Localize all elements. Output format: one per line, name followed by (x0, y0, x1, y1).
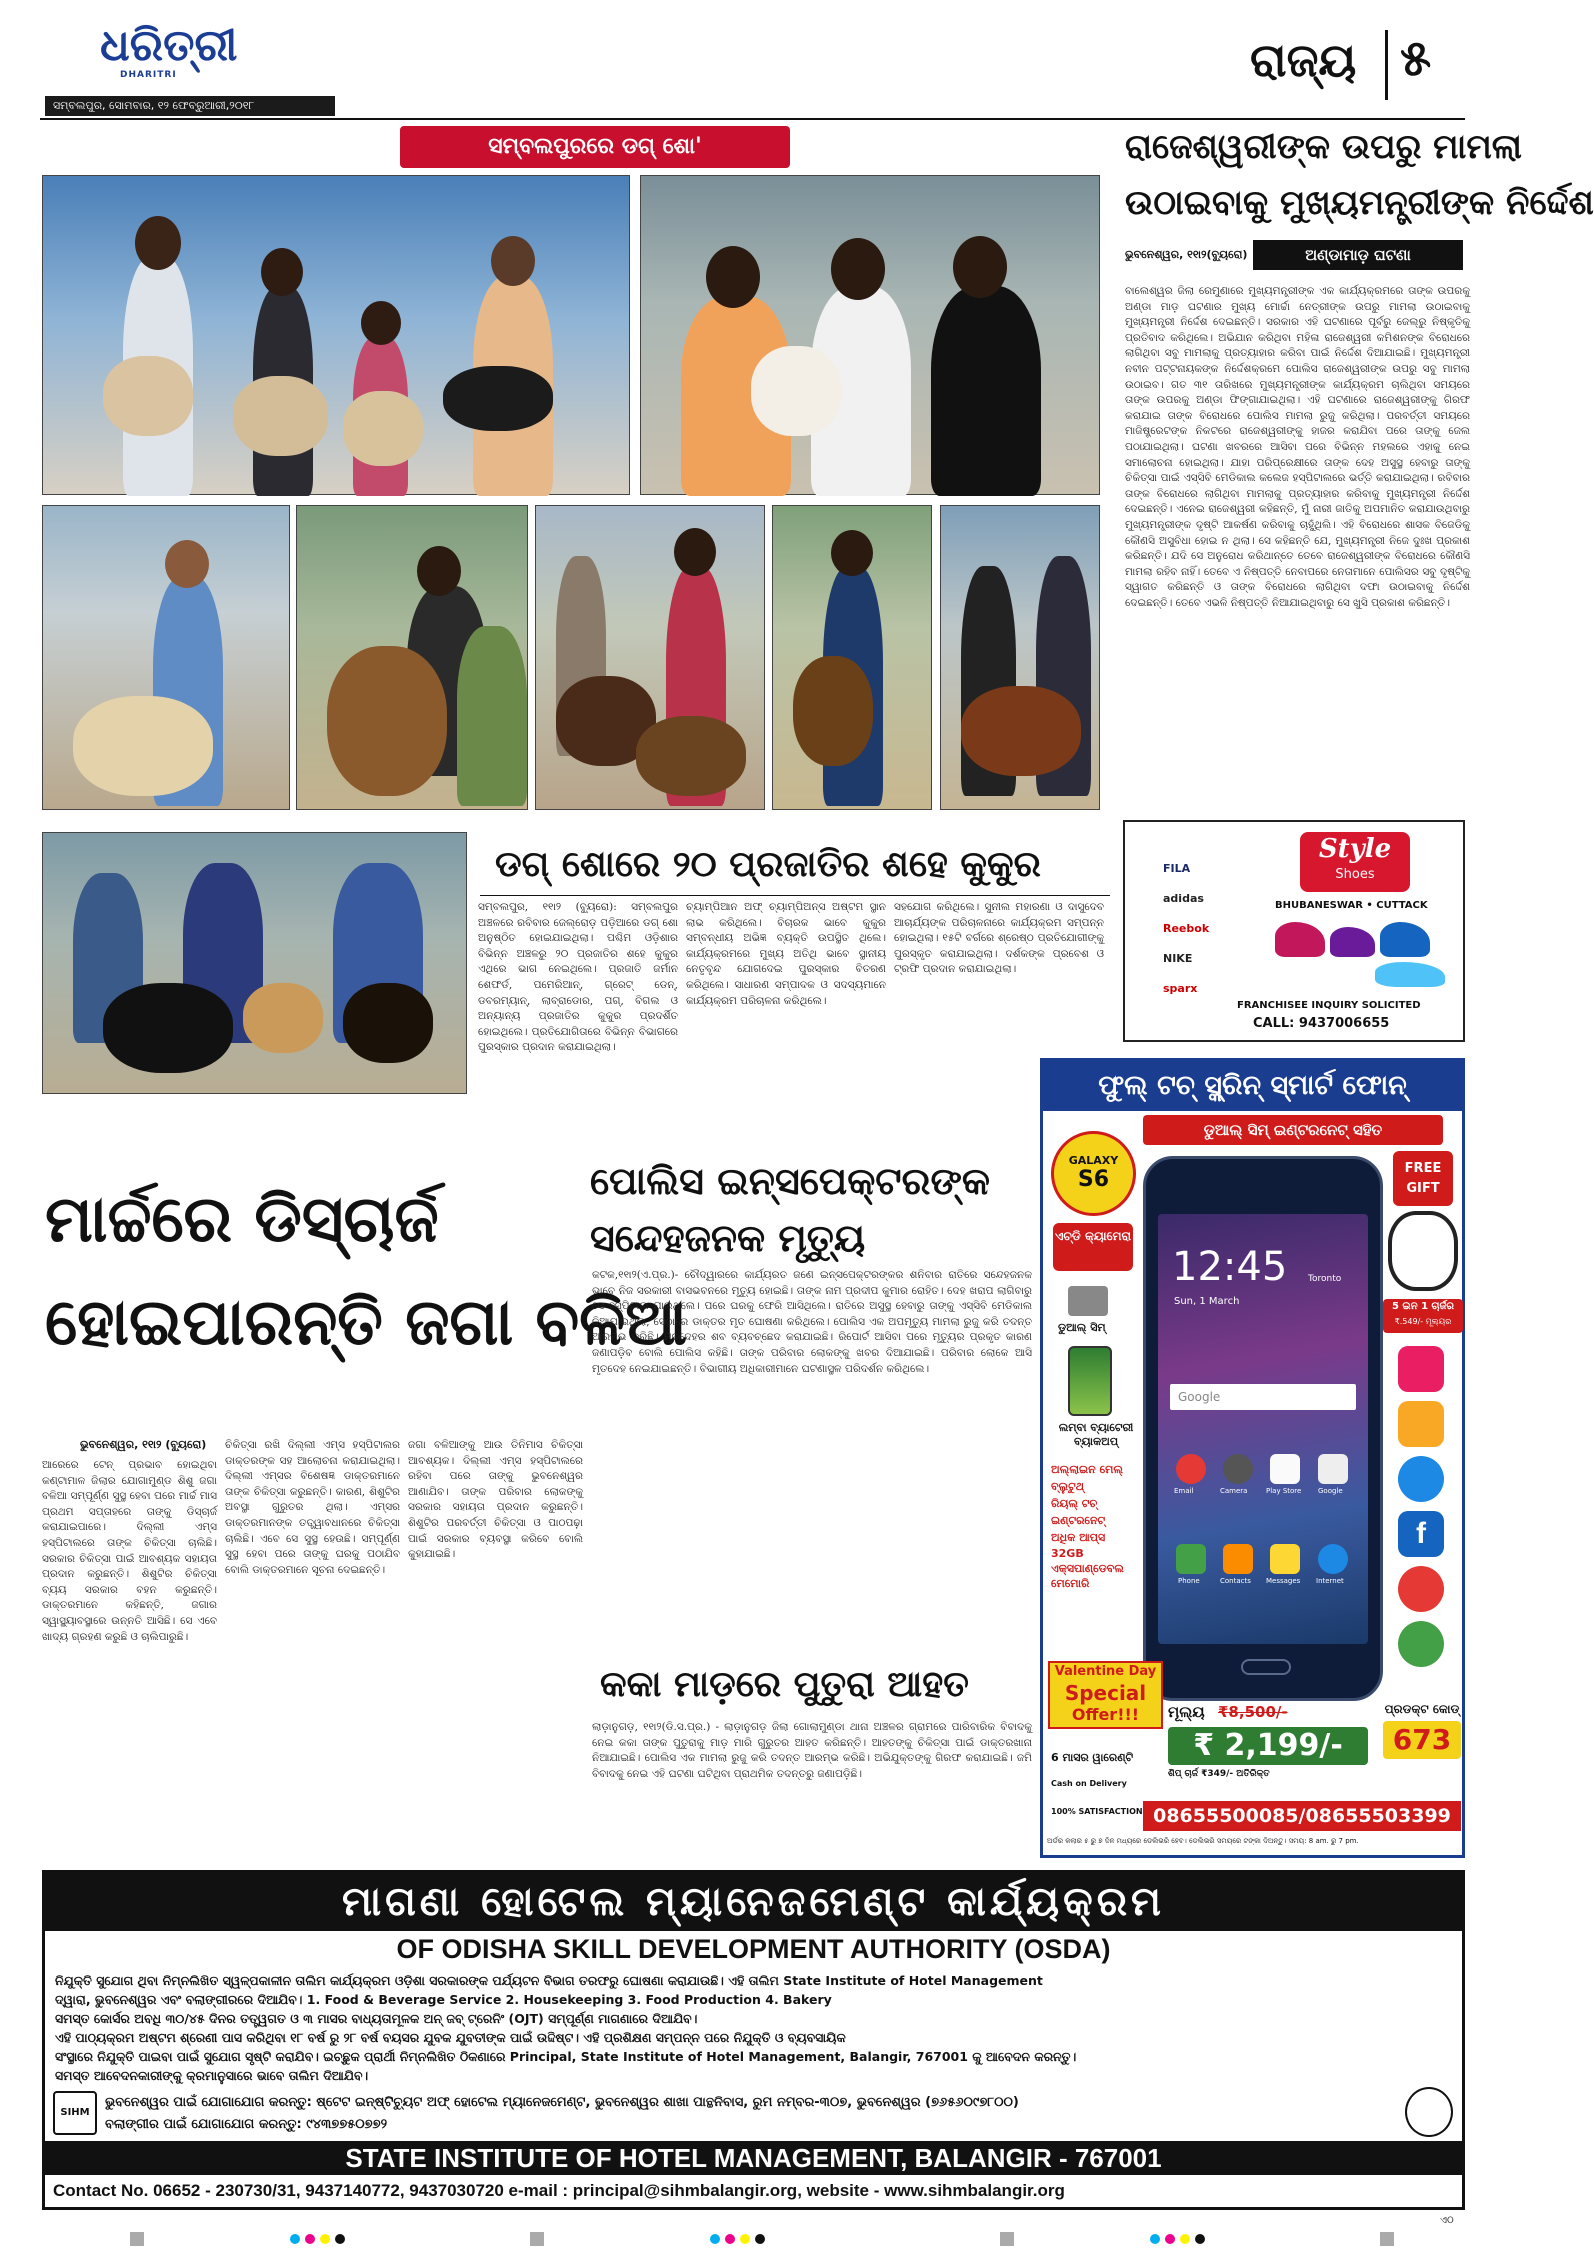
german-shepherd-dog (327, 646, 447, 796)
phone-screen (1158, 1214, 1368, 1644)
style-cities: BHUBANESWAR • CUTTACK (1275, 900, 1428, 911)
person-head (831, 530, 873, 576)
person-head (831, 238, 885, 300)
pug-dog (343, 391, 423, 466)
person-head (417, 546, 461, 596)
black-labrador-dog (103, 983, 233, 1073)
osda-ad (42, 1870, 1465, 2210)
style-logo-text: Style (1318, 834, 1392, 864)
osda-contact[interactable]: Contact No. 06652 - 230730/31, 9437140772, 9437030720 e-mail : principal@sihmbalangir.org, website - www.sihmbalangir.org (53, 2181, 1065, 2200)
dogshow-col3: ସହଯୋଗ କରିଥିଲେ। ସୁନୀଲ ମହାରଣା ଓ ଦାସୁଦେବ ଆଚାର୍ଯ୍ୟଙ୍କ ପରିଚାଳନାରେ କାର୍ଯ୍ୟକ୍ରମ ସମ୍ପନ୍ନ ହୋଇଥିଲା। ୧୫ଟି ବର୍ଗରେ ଶ୍ରେଷ୍ଠ ପ୍ରତିଯୋଗୀଙ୍କୁ ପୁରସ୍କୃତ କରାଯାଇଥିଲା। ଦର୍ଶକଙ୍କ ପ୍ରବେଶ ଓ ଟ୍ରଫି ପ୍ରଦାନ କରାଯାଇଥିଲା। (894, 901, 1104, 976)
rajeshwari-headline-line1: ରାଜେଶ୍ୱରୀଙ୍କ ଉପରୁ ମାମଲା (1125, 127, 1522, 167)
phone-image (1143, 1156, 1383, 1701)
messages-icon[interactable] (1270, 1544, 1300, 1574)
photo-girls-selfie-with-dog (640, 175, 1100, 495)
osda-line: ସମସ୍ତ ଆବେଦନକାରୀଙ୍କୁ କ୍ରମାନୁସାରେ ଭାବେ ତାଲିମ ଦିଆଯିବ। (55, 2068, 369, 2083)
reg-mark (305, 2234, 315, 2244)
german-shepherd-dog (793, 656, 873, 766)
pug-dog (103, 356, 193, 436)
masthead (0, 0, 1500, 120)
galaxy-model: S6 (1077, 1167, 1110, 1192)
reg-mark (530, 2232, 544, 2246)
osda-line: ନିଯୁକ୍ତି ସୁଯୋଗ ଥିବା ନିମ୍ନଲିଖିତ ସ୍ୱଳ୍ପକାଳୀନ ତାଲିମ କାର୍ଯ୍ୟକ୍ରମ ଓଡ଼ିଶା ସରକାରଙ୍କ ପର୍ଯ୍ୟଟନ ବିଭାଗ ତରଫରୁ ଘୋଷଣା କରାଯାଉଛି। ଏହି ତାଲିମ State Institute of Hotel Management (55, 1973, 1043, 1988)
jagabalia-dateline: ଭୁବନେଶ୍ୱର, ୧୧ା୨ (ବ୍ୟୁରୋ) (80, 1438, 207, 1451)
person-head (261, 248, 303, 296)
jagabalia-headline-line1: ମାର୍ଚ୍ଚରେ ଡିସ୍‌ଚାର୍ଜ (45, 1183, 439, 1257)
style-call[interactable]: CALL: 9437006655 (1253, 1016, 1390, 1031)
google-search-bar[interactable] (1170, 1384, 1356, 1410)
google-label: Google (1178, 1390, 1221, 1404)
person-head (135, 216, 181, 270)
person-figure (457, 626, 527, 806)
registration-marks (0, 2230, 1500, 2250)
beagle-dog (243, 983, 323, 1053)
feature-item: ବ୍ଲୁଟୁଥ୍ (1051, 1480, 1084, 1493)
police-headline-line1: ପୋଲିସ ଇନ୍ସପେକ୍ଟରଙ୍କ (590, 1159, 990, 1203)
memory-item: 32GB ଏକ୍ସପାଣ୍ଡେବଲ ମେମୋରି (1051, 1547, 1124, 1590)
doberman-dog (961, 686, 1081, 776)
kaka-body: ଲାଡ଼ାନୁଗଡ଼, ୧୧ା୨(ଡି.ସ.ପ୍ର.) - ଲାଡ଼ାନୁଗଡ଼ ଜିଲା ଗୋଲାମୁଣ୍ଡା ଥାନା ଅଞ୍ଚଳର ଗ୍ରାମରେ ପାରିବାରିକ ବିବାଦକୁ ନେଇ କକା ତାଙ୍କ ପୁତୁରାକୁ ମାଡ଼ ମାରି ଗୁରୁତର ଆହତ କରିଛନ୍ତି। ଆହତଙ୍କୁ ଚିକିତ୍ସା ପାଇଁ ଡାକ୍ତରଖାନା ନିଆଯାଇଛି। ପୋଲିସ ଏକ ମାମଲା ରୁଜୁ କରି ତଦନ୍ତ ଆରମ୍ଭ କରିଛି। ଅଭିଯୁକ୍ତଙ୍କୁ ଗିରଫ କରାଯାଇଛି। ଜମି ବିବାଦକୁ ନେଇ ଏହି ଘଟଣା ଘଟିଥିବା ପ୍ରାଥମିକ ତଦନ୍ତରୁ ଜଣାପଡ଼ିଛି। (592, 1721, 1032, 1780)
jagabalia-headline-line2: ହୋଇପାରନ୍ତି ଜଗା ବଳିଆ (45, 1286, 688, 1360)
logo (100, 20, 330, 80)
police-headline-line2: ସନ୍ଦେହଜନକ ମୃତ୍ୟୁ (590, 1216, 866, 1260)
black-dog (443, 366, 553, 431)
valentine-label: Valentine Day (1054, 1664, 1157, 1679)
dual-sim-label: ଡୁଆଲ୍ ସିମ୍ (1058, 1321, 1106, 1334)
reg-mark (1000, 2232, 1014, 2246)
brand-reebok-logo: Reebok (1163, 922, 1210, 935)
photo-youths-with-doberman (940, 505, 1100, 810)
product-code: 673 (1383, 1721, 1461, 1759)
dogshow-col2: ଚ୍ୟାମ୍ପିଆନ ଅଫ୍ ଚ୍ୟାମ୍ପିଅନ୍ସ ଅଷ୍ଟମ ସ୍ଥାନ ଲାଭ କରିଥିଲେ। ବିଚାରକ ଭାବେ କୁକୁର ସମ୍ବନ୍ଧୀୟ ଅଭିଜ୍ଞ ବ୍ୟକ୍ତି ଉପସ୍ଥିତ ଥିଲେ। କାର୍ଯ୍ୟକ୍ରମରେ ମୁଖ୍ୟ ଅତିଥି ଭାବେ ସ୍ଥାନୀୟ ନେତୃବୃନ୍ଦ ଯୋଗଦେଇ ପୁରସ୍କାର ବିତରଣ କରିଥିଲେ। ସାଧାରଣ ସମ୍ପାଦକ ଓ ସଦସ୍ୟମାନେ କାର୍ଯ୍ୟକ୍ରମ ପରିଚାଳନା କରିଥିଲେ। (686, 901, 886, 1007)
page-number: ୫ (1400, 29, 1432, 87)
jagabalia-col2: ଚିକିତ୍ସା ରଖି ଦିଲ୍ଲୀ ଏମ୍ସ ହସ୍ପିଟାଲର ଡାକ୍ତରଙ୍କ ସହ ଆଲୋଚନା କରାଯାଇଥିଲା। ଦିଲ୍ଲୀ ଏମ୍ସର ବିଶେଷଜ୍ଞ ଡାକ୍ତରମାନେ ତାଙ୍କ ଚିକିତ୍ସା କରୁଛନ୍ତି। କାରଣ, ଶିଶୁଟିର ଅବସ୍ଥା ଗୁରୁତର ଥିଲା। ଏମ୍ସର ଡାକ୍ତରମାନଙ୍କ ତତ୍ତ୍ୱାବଧାନରେ ଚିକିତ୍ସା ଚାଲିଛି। ଏବେ ସେ ସୁସ୍ଥ ହେଉଛି। ସମ୍ପୂର୍ଣ୍ଣ ସୁସ୍ଥ ହେବା ପରେ ତାଙ୍କୁ ଘରକୁ ପଠାଯିବ ବୋଲି ଡାକ୍ତରମାନେ ସୂଚନା ଦେଇଛନ୍ତି। (225, 1439, 400, 1576)
new-price: ₹ 2,199/- (1168, 1727, 1368, 1765)
odisha-emblem-icon (1405, 2087, 1453, 2137)
clock-time: 12:45 (1172, 1244, 1288, 1290)
photo-woman-with-shepherd (772, 505, 932, 810)
dogshow-col1: ସମ୍ବଲପୁର, ୧୧ା୨ (ବ୍ୟୁରୋ): ସମ୍ବଲପୁର ଅଞ୍ଚଳରେ ରବିବାର ଜେଲ୍‌ରୋଡ଼ ପଡ଼ିଆରେ ଡଗ୍ ଶୋ ଅନୁଷ୍ଠିତ ହୋଇଯାଇଥିଲା। ପଶ୍ଚିମ ଓଡ଼ିଶାର ବିଭିନ୍ନ ଅଞ୍ଚଳରୁ ୨୦ ପ୍ରଜାତିର ଶହେ କୁକୁର ଏଥିରେ ଭାଗ ନେଇଥିଲେ। ପ୍ରଜାତି ଜର୍ମାନ ଶେଫର୍ଡ, ପମେରିଆନ୍, ଗ୍ରେଟ୍ ଡେନ୍, ଡବରମ୍ୟାନ୍, ଲାବ୍ରାଡୋର, ପଗ୍, ବିଗଲ ଓ ଅନ୍ୟାନ୍ୟ ପ୍ରଜାତିର କୁକୁର ପ୍ରଦର୍ଶିତ ହୋଇଥିଲେ। ପ୍ରତିଯୋଗିତାରେ ବିଭିନ୍ନ ବିଭାଗରେ ପୁରସ୍କାର ପ୍ରଦାନ କରାଯାଇଥିଲା। (478, 901, 678, 1054)
whatsapp-icon (1398, 1621, 1444, 1667)
page-code: ଏଠ (1440, 2215, 1454, 2226)
feature-item: ଇଣ୍ଟରନେଟ୍ (1051, 1514, 1106, 1527)
camera-app-icon[interactable] (1223, 1454, 1253, 1484)
wifi-icon (1398, 1566, 1444, 1612)
candy-crush-icon (1398, 1346, 1444, 1392)
shipping-note: ଶିପ୍ ଚାର୍ଜ ₹349/- ଅତିରିକ୍ତ (1168, 1769, 1270, 1779)
reg-mark (710, 2234, 720, 2244)
facebook-icon: f (1398, 1511, 1444, 1557)
sihm-logo-text: SIHM (60, 2107, 90, 2118)
photo-doberman-shepherd (535, 505, 765, 810)
app-label: Contacts (1220, 1577, 1251, 1585)
feature-item: ଅଲ୍ଲାଇନ ମେଲ୍ (1051, 1463, 1123, 1476)
osda-institute: STATE INSTITUTE OF HOTEL MANAGEMENT, BALANGIR - 767001 (45, 2141, 1462, 2175)
valentine-offer-box (1048, 1661, 1163, 1729)
kaka-headline: କକା ମାଡ଼ରେ ପୁତୁରା ଆହତ (600, 1664, 969, 1705)
rajeshwari-dateline: ଭୁବନେଶ୍ୱର, ୧୧ା୨(ବ୍ୟୁରୋ) (1125, 248, 1248, 261)
photo-men-with-dogs-on-chairs (42, 832, 467, 1094)
person-figure (931, 286, 1041, 496)
brand-fila-logo: FILA (1163, 862, 1191, 875)
smartphone-ad[interactable] (1040, 1058, 1465, 1858)
osda-line: ସମସ୍ତ କୋର୍ସର ଅବଧି ୩୦/୪୫ ଦିନର ତତ୍ତ୍ୱଗତ ଓ ୩ ମାସର ବାଧ୍ୟତାମୂଳକ ଅନ୍ ଜବ୍ ଟ୍ରେନିଂ (OJT) ସମ୍ପୂର୍ଣ୍ଣ ମାଗଣାରେ ଦିଆଯିବ। (55, 2011, 698, 2026)
app-label: Phone (1178, 1577, 1200, 1585)
feature-item: ଅଧିକ ଆପ୍ସ (1051, 1531, 1106, 1544)
reg-mark (1195, 2234, 1205, 2244)
phone-home-button (1241, 1659, 1291, 1675)
sihm-logo (53, 2091, 97, 2135)
reg-mark (130, 2232, 144, 2246)
app-label: Play Store (1266, 1487, 1302, 1495)
special-label: Special (1064, 1681, 1147, 1705)
shoe-image (1275, 922, 1325, 957)
rottweiler-dog (343, 983, 433, 1063)
app-label: Email (1174, 1487, 1194, 1495)
reg-mark (1380, 2232, 1394, 2246)
brand-nike-logo: NIKE (1163, 952, 1193, 965)
charger-title: 5 ଇନ 1 ଚାର୍ଜର (1391, 1301, 1455, 1312)
style-shoes-ad[interactable] (1123, 820, 1465, 1042)
brand-sparx-logo: sparx (1163, 982, 1198, 995)
free-gift-badge (1393, 1151, 1453, 1206)
battery-icon (1068, 1346, 1112, 1416)
rajeshwari-body: ବାଲେଶ୍ୱର ଜିଲା ରେମୁଣାରେ ମୁଖ୍ୟମନ୍ତ୍ରୀଙ୍କ ଏକ କାର୍ଯ୍ୟକ୍ରମରେ ତାଙ୍କ ଉପରକୁ ଅଣ୍ଡା ମାଡ଼ ଘଟଣାର ମୁଖ୍ୟ ମୋର୍ଚ୍ଚା ନେତ୍ରୀଙ୍କ ଉପରୁ ମାମଲା ଉଠାଇବାକୁ ମୁଖ୍ୟମନ୍ତ୍ରୀ ନିର୍ଦ୍ଦେଶ ଦେଇଛନ୍ତି। ସରକାର ଏହି ଘଟଣାରେ ପୂର୍ବରୁ ଜେଲ୍‌ରୁ ନିଷ୍କୃତିକୁ ପ୍ରତିବାଦ କରିଥିଲେ। ଅଭିଯାନ କରିଥିବା ମହିଳା ରାଜେଶ୍ୱରୀ କମିଶନଙ୍କ ବିରୋଧରେ ଲାଗିଥିବା ସବୁ ମାମଲାକୁ ପ୍ରତ୍ୟାହାର କରିବା ପାଇଁ ନିର୍ଦ୍ଦେଶ ଦିଆଯାଇଛି। ମୁଖ୍ୟମନ୍ତ୍ରୀ ନବୀନ ପଟ୍ଟନାୟକଙ୍କ ନିର୍ଦ୍ଦେଶକ୍ରମେ ପୋଲିସ ରାଜେଶ୍ୱରୀଙ୍କ ଉପରୁ ସବୁ ମାମଲା ଉଠାଇବ। ଗତ ୩୧ ତାରିଖରେ ମୁଖ୍ୟମନ୍ତ୍ରୀଙ୍କ କାର୍ଯ୍ୟକ୍ରମ ଚାଲିଥିବା ସମୟରେ ତାଙ୍କ ଉପରକୁ ଅଣ୍ଡା ଫିଙ୍ଗାଯାଇଥିଲା। ଏହି ଘଟଣାରେ ରାଜେଶ୍ୱରୀଙ୍କୁ ଗିରଫ କରାଯାଇ ତାଙ୍କ ବିରୋଧରେ ପୋଲିସ ମାମଲା ରୁଜୁ କରିଥିଲା। ପରବର୍ତ୍ତୀ ସମୟରେ ମାଜିଷ୍ଟ୍ରେଟଙ୍କ ନିକଟରେ ରାଜେଶ୍ୱରୀଙ୍କୁ ହାଜର କରାଯିବା ପରେ ତାଙ୍କୁ ଜେଲ ପଠାଯାଇଥିଲା। ଘଟଣା ଖବରରେ ଆସିବା ପରେ ବିଭିନ୍ନ ମହଲରେ ଏହାକୁ ନେଇ ସମାଲୋଚନା ହୋଇଥିଲା। ଯାହା ପରିପ୍ରେକ୍ଷୀରେ ତାଙ୍କ ଦେହ ଅସୁସ୍ଥ ହେବାରୁ ତାଙ୍କୁ ଚିକିତ୍ସା ପାଇଁ ଏସ୍‌ସିବି ମେଡିକାଲ କଲେଜ ହସ୍ପିଟାଲରେ ଭର୍ତ୍ତି କରାଯାଇଥିଲା। ରବିବାର ତାଙ୍କ ବିରୋଧରେ ଲାଗିଥିବା ମାମଲାକୁ ପ୍ରତ୍ୟାହାର କରିବାକୁ ମୁଖ୍ୟମନ୍ତ୍ରୀ ନିର୍ଦ୍ଦେଶ ଦେଇଛନ୍ତି। ଏନେଇ ରାଜେଶ୍ୱରୀ କହିଛନ୍ତି, ମୁଁ ନାରୀ ଜାତିକୁ ଅପମାନିତ କରାଯାଉଥିବାରୁ ମୁଖ୍ୟମନ୍ତ୍ରୀଙ୍କ ଦୃଷ୍ଟି ଆକର୍ଷଣ କରିବାକୁ ଚାହୁଁଥିଲି। ଏହି ବିରୋଧରେ ଶାସକ ବିଜେଡିକୁ କୌଣସି ଅସୁବିଧା ହୋଇ ନ ଥିଲା। ସେ କହିଛନ୍ତି ଯେ, ମୁଖ୍ୟମନ୍ତ୍ରୀ ନିଜେ ଦୁଃଖ ପ୍ରକାଶ କରିଛନ୍ତି। ଯଦି ସେ ଅନୁରୋଧ କରିଥାନ୍ତେ ତେବେ ରାଜେଶ୍ୱରୀଙ୍କ ବିରୋଧରେ କୌଣସି ମାମଲା ରହିବ ନାହିଁ। ତେବେ ଏ ନିଷ୍ପତ୍ତି ନେବାପରେ ନେତାମାନେ ପୋଲିସର ସବୁ ଦୃଷ୍ଟିକୁ ସ୍ୱାଗତ କରିଛନ୍ତି ଓ ତାଙ୍କ ବିରୋଧରେ ଲାଗିଥିବା ଦଫା ଉଠାଇବାକୁ ନିର୍ଦ୍ଦେଶ ଦେଇଛନ୍ତି। ତେବେ ଏଭଳି ନିଷ୍ପତ୍ତି ନିଆଯାଇଥିବାରୁ ସେ ଖୁସି ପ୍ରକାଶ କରିଛନ୍ତି। (1125, 285, 1470, 609)
galaxy-badge (1051, 1131, 1136, 1216)
camera-badge: ଏଚ୍‌ଡି କ୍ୟାମେରା (1053, 1223, 1133, 1271)
phone-ad-footer: ଅର୍ଡର କଲାର ୫ ରୁ ୭ ଦିନ ମଧ୍ୟରେ ଡେଲିଭରି ହେବ। ଡେଲିଭରି ସମୟରେ ଟଙ୍କା ଦିଅନ୍ତୁ। ସମୟ: 8 am. ରୁ 7 pm. (1047, 1837, 1359, 1845)
rajeshwari-headline-line2: ଉଠାଇବାକୁ ମୁଖ୍ୟମନ୍ତ୍ରୀଙ୍କ ନିର୍ଦ୍ଦେଶ (1125, 183, 1594, 223)
reg-mark (1180, 2234, 1190, 2244)
galaxy-label: GALAXY (1068, 1154, 1119, 1167)
feature-list (1051, 1461, 1146, 1591)
dogshow-rule (480, 895, 1110, 896)
style-franchise: FRANCHISEE INQUIRY SOLICITED (1237, 1000, 1421, 1011)
reg-mark (755, 2234, 765, 2244)
osda-body (55, 1971, 1455, 2085)
battery-label: ଲମ୍ବା ବ୍ୟାଟେରୀ ବ୍ୟାକଅପ୍ (1058, 1421, 1134, 1448)
dogshow-banner (400, 126, 790, 168)
app-label: Google (1318, 1487, 1343, 1495)
reg-mark (1165, 2234, 1175, 2244)
play-store-icon[interactable] (1270, 1454, 1300, 1484)
free-gift-label: FREE GIFT (1404, 1161, 1442, 1196)
charger-label (1383, 1299, 1463, 1333)
warranty-label: 6 ମାସର ୱାରେଣ୍ଟି (1051, 1751, 1134, 1764)
rajeshwari-tag (1253, 240, 1463, 270)
osda-title-odia: ମାଗଣା ହୋଟେଲ ମ୍ୟାନେଜମେଣ୍ଟ କାର୍ଯ୍ୟକ୍ରମ (45, 1873, 1462, 1931)
osda-line: ସଂସ୍ଥାରେ ନିଯୁକ୍ତି ପାଇବା ପାଇଁ ସୁଯୋଗ ସୃଷ୍ଟି କରାଯିବ। ଇଚ୍ଛୁକ ପ୍ରାର୍ଥୀ ନିମ୍ନଲିଖିତ ଠିକଣାରେ Principal, State Institute of Hotel Management, Balangir, 767001 କୁ ଆବେଦନ କରନ୍ତୁ। (55, 2049, 1077, 2064)
internet-icon[interactable] (1318, 1544, 1348, 1574)
app-label: Camera (1220, 1487, 1248, 1495)
rajeshwari-tag-text: ଅଣ୍ଡାମାଡ଼ ଘଟଣା (1305, 246, 1411, 264)
style-logo (1300, 832, 1410, 892)
person-head (361, 301, 401, 345)
photo-man-with-labrador (42, 505, 290, 810)
clock-city: Toronto (1308, 1274, 1342, 1284)
dogshow-banner-text: ସମ୍ବଲପୁରରେ ଡଗ୍ ଶୋ' (488, 134, 702, 159)
app-grid (1168, 1454, 1358, 1614)
phone-ad-headline: ଫୁଲ୍ ଟଚ୍ ସ୍କ୍ରିନ୍ ସ୍ମାର୍ଟ ଫୋନ୍ (1043, 1061, 1462, 1111)
temple-run-icon (1398, 1401, 1444, 1447)
police-body: କଟକ,୧୧ା୨(ଏ.ପ୍ର.)- ଚୌଦ୍ୱାରରେ କାର୍ଯ୍ୟରତ ଜଣେ ଇନ୍ସପେକ୍ଟରଙ୍କର ଶନିବାର ରାତିରେ ସନ୍ଦେହଜନକ ଭାବେ ନିଜ ସରକାରୀ ବାସଭବନରେ ମୃତ୍ୟୁ ହୋଇଛି। ତାଙ୍କ ନାମ ପ୍ରଦୀପ କୁମାର ରୋହିତ। ଦେହ ଖରାପ ଲାଗିବାରୁ ସେ ହସ୍ପିଟାଲ ଯାଇଥିଲେ। ପରେ ଘରକୁ ଫେରି ଆସିଥିଲେ। ରାତିରେ ଅସୁସ୍ଥ ହେବାରୁ ତାଙ୍କୁ ଏସ୍‌ସିବି ମେଡିକାଲ ନିଆଯାଇଥିଲା, ସେଠାରେ ଡାକ୍ତର ମୃତ ଘୋଷଣା କରିଥିଲେ। ପୋଲିସ ଏକ ଅପମୃତ୍ୟୁ ମାମଲା ରୁଜୁ କରି ତଦନ୍ତ ଆରମ୍ଭ କରିଛି। ମୃତଦେହର ଶବ ବ୍ୟବଚ୍ଛେଦ କରାଯାଇଛି। ରିପୋର୍ଟ ଆସିବା ପରେ ମୃତ୍ୟୁର ପ୍ରକୃତ କାରଣ ଜଣାପଡ଼ିବ ବୋଲି ପୋଲିସ କହିଛି। ତାଙ୍କ ପରିବାର ଲୋକଙ୍କୁ ଖବର ଦିଆଯାଇଛି। ପରିବାର ଲୋକେ ଆସି ମୃତଦେହ ନେଇଯାଇଛନ୍ତି। ବିଭାଗୀୟ ଅଧିକାରୀମାନେ ଘଟଣାସ୍ଥଳ ପରିଦର୍ଶନ କରିଥିଲେ। (592, 1269, 1032, 1375)
app-label: Internet (1316, 1577, 1344, 1585)
google-app-icon[interactable] (1318, 1454, 1348, 1484)
masthead-underline (40, 118, 1465, 120)
reg-mark (1150, 2234, 1160, 2244)
phone-ad-subhead: ଡୁଆଲ୍ ସିମ୍ ଇଣ୍ଟରନେଟ୍ ସହିତ (1143, 1115, 1443, 1145)
labrador-dog (73, 696, 213, 796)
jagabalia-col1: ଆରେରେ ଟେନ୍ ପ୍ରଭାବ ହୋଇଥିବା କଣ୍ଟାମାଳ ଜିଲାର ଯୋଗାମୁଣ୍ଡ ଶିଶୁ ଜଗା ବଳିଆ ସମ୍ପୂର୍ଣ୍ଣ ସୁସ୍ଥ ହେବା ପରେ ମାର୍ଚ୍ଚ ମାସ ପ୍ରଥମ ସପ୍ତାହରେ ତାଙ୍କୁ ଡିସ୍‌ଚାର୍ଜ କରାଯାଇପାରେ। ଦିଲ୍ଲୀ ଏମ୍ସ ହସ୍ପିଟାଲରେ ତାଙ୍କ ଚିକିତ୍ସା ଚାଲିଛି। ସରକାର ଚିକିତ୍ସା ପାଇଁ ଆବଶ୍ୟକ ସହାୟତା ପ୍ରଦାନ କରୁଛନ୍ତି। ଶିଶୁଟିର ଚିକିତ୍ସା ବ୍ୟୟ ସରକାର ବହନ କରୁଛନ୍ତି। ଡାକ୍ତରମାନେ କହିଛନ୍ତି, ଜଗାର ସ୍ୱାସ୍ଥ୍ୟାବସ୍ଥାରେ ଉନ୍ନତି ଆସିଛି। ସେ ଏବେ ଖାଦ୍ୟ ଗ୍ରହଣ କରୁଛି ଓ ଚାଲିପାରୁଛି। (42, 1459, 217, 1643)
osda-bgr-contact: ବଲାଙ୍ଗୀର ପାଇଁ ଯୋଗାଯୋଗ କରନ୍ତୁ: ୯୪୩୭୭୫୦୭୭୨ (105, 2117, 388, 2132)
sneaker-image (1375, 962, 1445, 987)
style-logo-sub: Shoes (1335, 867, 1375, 882)
shoe-image (1380, 922, 1430, 957)
photo-girls-with-pugs (42, 175, 630, 495)
osda-line: ଦ୍ୱାରା, ଭୁବନେଶ୍ୱର ଏବଂ ବଲାଙ୍ଗୀରରେ ଦିଆଯିବ। 1. Food & Beverage Service 2. Housekeeping 3. Food Production 4. Bakery (55, 1992, 832, 2007)
white-dog (751, 346, 841, 436)
pug-dog (233, 376, 328, 456)
charger-price: ₹.549/- ମୂଲ୍ୟର (1394, 1317, 1452, 1326)
masthead-divider (1385, 30, 1388, 100)
app-label: Messages (1266, 1577, 1301, 1585)
dateline: ସମ୍ବଲପୁର, ସୋମବାର, ୧୨ ଫେବ୍ରୁଆରୀ,୨୦୧୮ (53, 99, 255, 112)
osda-bbsr-contact: ଭୁବନେଶ୍ୱର ପାଇଁ ଯୋଗାଯୋଗ କରନ୍ତୁ: ଷ୍ଟେଟ ଇନ୍‌ଷ୍ଟିଚ୍ୟୁଟ ଅଫ୍ ହୋଟେଲ ମ୍ୟାନେଜମେଣ୍ଟ, ଭୁବନେଶ୍ୱର ଶାଖା ପାନ୍ଥନିବାସ, ରୁମ ନମ୍ବର-୩୦୭, ଭୁବନେଶ୍ୱର (୭୬୫୬୦୯୭୮୦୦) (105, 2095, 1019, 2110)
reg-mark (320, 2234, 330, 2244)
dogshow-headline: ଡଗ୍ ଶୋରେ ୨୦ ପ୍ରଜାତିର ଶହେ କୁକୁର (495, 844, 1041, 885)
person-head (674, 528, 716, 576)
photo-boys-with-german-shepherd (296, 505, 528, 810)
sim-icon (1068, 1286, 1108, 1316)
old-price: ₹8,500/- (1218, 1703, 1288, 1721)
phone-app-icon[interactable] (1176, 1544, 1206, 1574)
dateline-bar (45, 96, 335, 116)
osda-title-en: OF ODISHA SKILL DEVELOPMENT AUTHORITY (OSDA) (396, 1934, 1111, 1964)
logo-text: ଧରିତ୍ରୀ (100, 20, 238, 71)
reg-mark (740, 2234, 750, 2244)
settings-icon (1398, 1456, 1444, 1502)
product-code-box (1383, 1701, 1461, 1791)
brand-adidas-logo: adidas (1163, 892, 1204, 905)
price-box (1168, 1701, 1378, 1796)
reg-mark (725, 2234, 735, 2244)
shoe-image (1330, 927, 1375, 957)
osda-line: ଏହି ପାଠ୍ୟକ୍ରମ ଅଷ୍ଟମ ଶ୍ରେଣୀ ପାସ କରିଥିବା ୧୮ ବର୍ଷ ରୁ ୨୮ ବର୍ଷ ବୟସର ଯୁବକ ଯୁବତୀଙ୍କ ପାଇଁ ଉଦ୍ଦିଷ୍ଟ। ଏହି ପ୍ରଶିକ୍ଷଣ ସମ୍ପନ୍ନ ପରେ ନିଯୁକ୍ତି ଓ ବ୍ୟବସାୟିକ (55, 2030, 846, 2045)
person-head (953, 236, 1007, 298)
jagabalia-col3: ଜଗା ବଳିଆଙ୍କୁ ଆଉ ତିନିମାସ ଚିକିତ୍ସା ଆବଶ୍ୟକ। ଦିଲ୍ଲୀ ଏମ୍ସ ହସ୍ପିଟାଲରେ ରହିବା ପରେ ତାଙ୍କୁ ଭୁବନେଶ୍ୱର ଆଣାଯିବ। ତାଙ୍କ ପରିବାର ଲୋକଙ୍କୁ ସରକାର ସହାୟତା ପ୍ରଦାନ କରୁଛନ୍ତି। ଶିଶୁଟିର ପରବର୍ତ୍ତୀ ଚିକିତ୍ସା ଓ ପାଠପଢ଼ା ପାଇଁ ସରକାର ବ୍ୟବସ୍ଥା କରିବେ ବୋଲି କୁହାଯାଇଛି। (408, 1439, 583, 1561)
clock-date: Sun, 1 March (1174, 1296, 1240, 1307)
phone-numbers[interactable]: 08655500085/08655503399 (1143, 1801, 1461, 1831)
logo-subtext: DHARITRI (120, 70, 177, 80)
reg-mark (290, 2234, 300, 2244)
satisfaction-label: 100% SATISFACTION (1051, 1807, 1143, 1816)
german-shepherd-dog (636, 716, 746, 796)
reg-mark (335, 2234, 345, 2244)
person-head (706, 246, 760, 308)
offer-label: Offer!!! (1071, 1705, 1140, 1724)
person-head (491, 236, 535, 286)
feature-item: ରିୟଲ୍ ଟଚ୍ (1051, 1497, 1098, 1510)
cod-label: Cash on Delivery (1051, 1779, 1127, 1788)
product-code-label: ପ୍ରଡକ୍ଟ କୋଡ୍ (1384, 1702, 1460, 1716)
email-icon[interactable] (1176, 1454, 1206, 1484)
charger-cable-image (1388, 1211, 1458, 1291)
contacts-icon[interactable] (1223, 1544, 1253, 1574)
section-title: ରାଜ୍ୟ (1250, 33, 1357, 87)
price-label: ମୂଲ୍ୟ (1168, 1703, 1205, 1721)
person-head (165, 540, 209, 588)
